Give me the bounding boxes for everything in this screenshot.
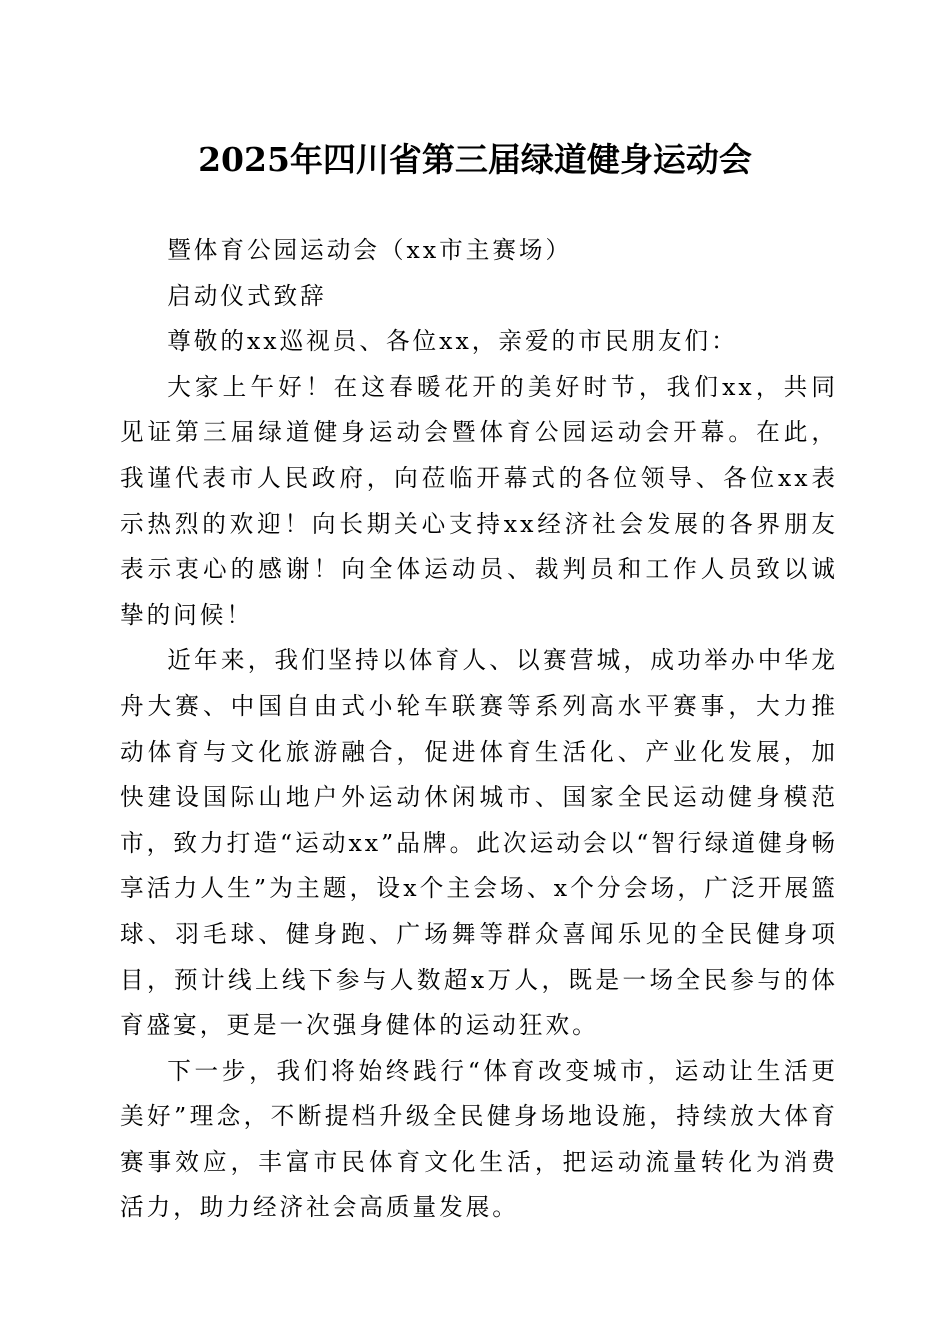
subtitle-line: 暨体育公园运动会（xx市主赛场） (167, 236, 573, 264)
greeting-paragraph: 大家上午好！在这春暖花开的美好时节，我们xx，共同见证第三届绿道健身运动会暨体育公园运动会开幕。在此，我谨代表市人民政府，向莅临开幕式的各位领导、各位xx表示热烈的欢迎！向长期关心支持xx经济社会发展的各界朋友表示衷心的感谢！向全体运动员、裁判员和工作人员致以诚挚的问候！ (120, 372, 838, 629)
next-steps-paragraph: 下一步，我们将始终践行“体育改变城市，运动让生活更美好”理念，不断提档升级全民健身场地设施，持续放大体育赛事效应，丰富市民体育文化生活，把运动流量转化为消费活力，助力经济社会高质量发展。 (120, 1056, 838, 1222)
document-title: 2025年四川省第三届绿道健身运动会 (198, 140, 752, 179)
achievements-paragraph: 近年来，我们坚持以体育人、以赛营城，成功举办中华龙舟大赛、中国自由式小轮车联赛等系列高水平赛事，大力推动体育与文化旅游融合，促进体育生活化、产业化发展，加快建设国际山地户外运动休闲城市、国家全民运动健身模范市，致力打造“运动xx”品牌。此次运动会以“智行绿道健身畅享活力人生”为主题，设x个主会场、x个分会场，广泛开展篮球、羽毛球、健身跑、广场舞等群众喜闻乐见的全民健身项目，预计线上线下参与人数超x万人，既是一场全民参与的体育盛宴，更是一次强身健体的运动狂欢。 (120, 646, 838, 1040)
document-body (120, 228, 838, 1231)
salutation-paragraph: 尊敬的xx巡视员、各位xx，亲爱的市民朋友们： (167, 327, 738, 356)
ceremony-line: 启动仪式致辞 (167, 281, 327, 310)
